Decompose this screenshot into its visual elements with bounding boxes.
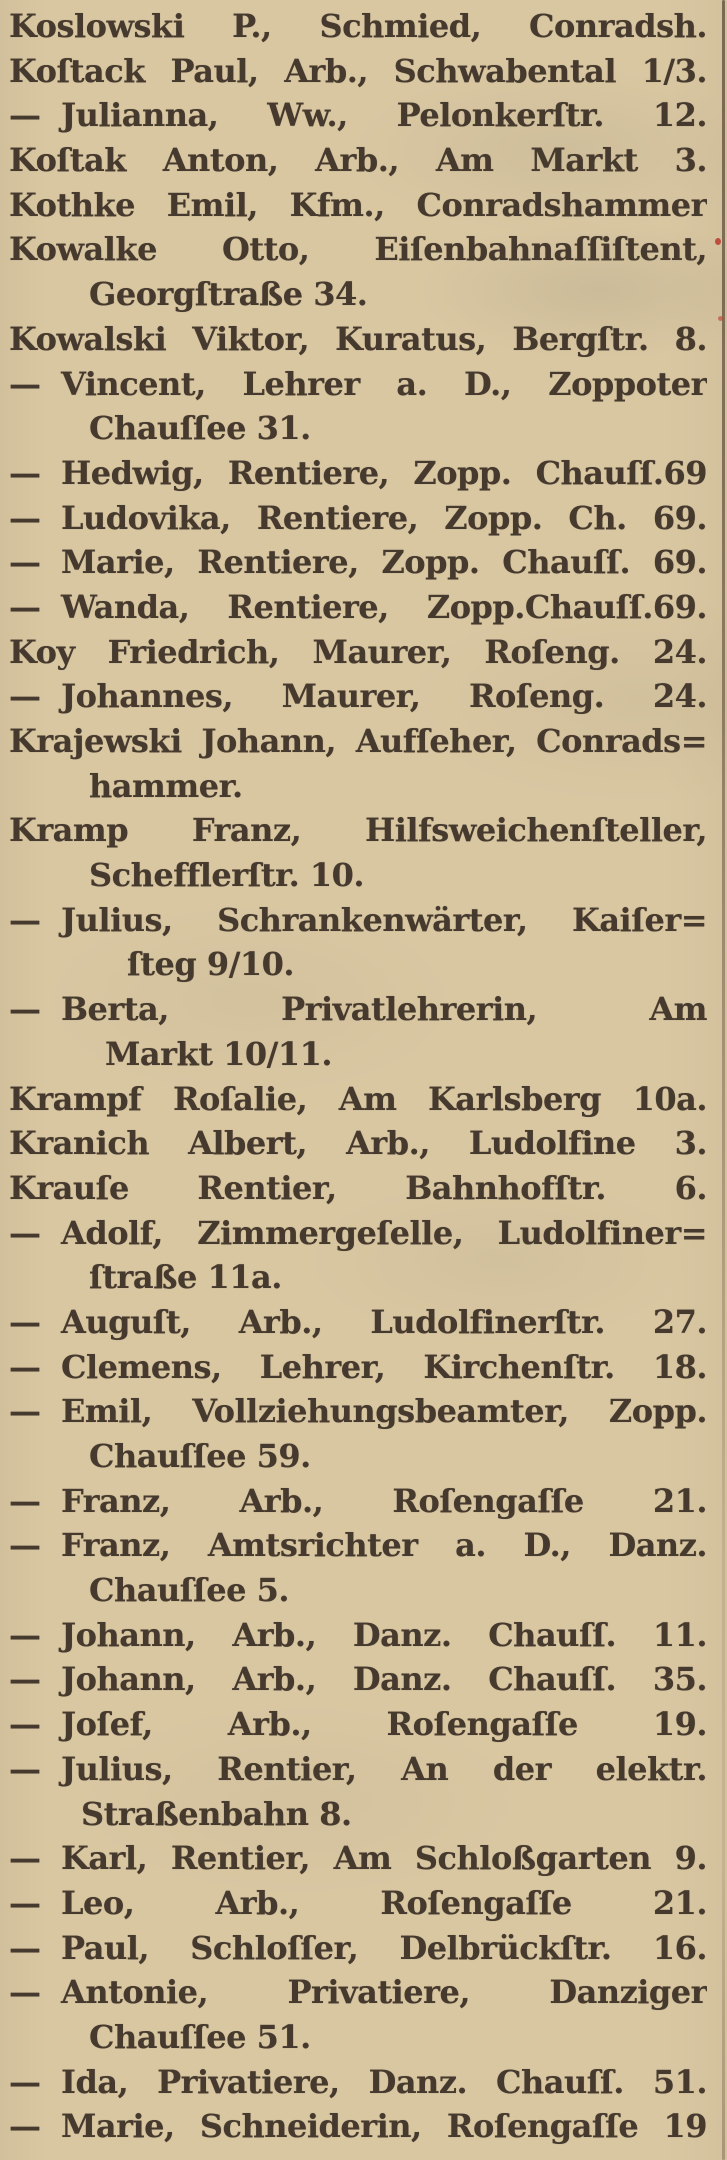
directory-line <box>9 1613 707 1658</box>
directory-line <box>9 1300 707 1345</box>
directory-line: Chauſſee 51. <box>89 2017 311 2056</box>
entry-text: Julius, Rentier, An der elektr. <box>61 1749 707 1788</box>
entry-text: Leo, Arb., Roſengaſſe 21. <box>61 1883 707 1922</box>
directory-line <box>9 93 707 138</box>
directory-line: Krampf Roſalie, Am Karlsberg 10a. <box>9 1079 707 1118</box>
directory-line <box>9 1836 707 1881</box>
red-ink-speck <box>718 316 723 321</box>
entry-text: Franz, Arb., Roſengaſſe 21. <box>61 1481 707 1520</box>
directory-line: ſteg 9/10. <box>127 945 295 984</box>
entry-text: Joſef, Arb., Roſengaſſe 19. <box>61 1705 707 1744</box>
directory-line <box>9 1657 707 1702</box>
directory-line: Koslowski P., Schmied, Conradsh. <box>9 7 707 45</box>
entry-text: Adolf, Zimmergeſelle, Ludolfiner= <box>61 1213 707 1252</box>
directory-line: Schefflerſtr. 10. <box>89 856 365 895</box>
ditto-dash: — <box>9 1749 41 1788</box>
entry-text: Clemens, Lehrer, Kirchenſtr. 18. <box>61 1347 707 1386</box>
entry-text: Antonie, Privatiere, Danziger <box>61 1973 707 2012</box>
ditto-dash: — <box>9 1526 41 1565</box>
entry-text: Emil, Vollziehungsbeamter, Zopp. <box>61 1392 707 1431</box>
entry-text: Ida, Privatiere, Danz. Chauſſ. 51. <box>61 2062 707 2101</box>
directory-line <box>9 1881 707 1926</box>
ditto-dash: — <box>9 96 41 135</box>
entry-text: Julianna, Ww., Pelonkerſtr. 12. <box>61 96 707 135</box>
directory-line: Koſtack Paul, Arb., Schwabental 1/3. <box>9 51 707 90</box>
ditto-dash: — <box>9 1973 41 2012</box>
directory-line <box>9 2104 707 2149</box>
directory-line: Kowalke Otto, Eiſenbahnaſſiſtent, <box>9 230 707 269</box>
directory-line: Koſtak Anton, Arb., Am Markt 3. <box>9 141 707 180</box>
entry-text: Auguſt, Arb., Ludolfinerſtr. 27. <box>61 1302 707 1341</box>
entry-text: Marie, Schneiderin, Roſengaſſe 19 <box>61 2107 707 2146</box>
ditto-dash: — <box>9 1839 41 1878</box>
entry-text: Franz, Amtsrichter a. D., Danz. <box>61 1526 707 1565</box>
directory-line <box>9 2060 707 2105</box>
ditto-dash: — <box>9 1883 41 1922</box>
directory-line <box>9 1702 707 1747</box>
entry-text: Vincent, Lehrer a. D., Zoppoter <box>61 364 707 403</box>
directory-line <box>9 987 707 1032</box>
red-ink-speck <box>715 238 721 245</box>
entry-text: Ludovika, Rentiere, Zopp. Ch. 69. <box>61 498 707 537</box>
ditto-dash: — <box>9 1615 41 1654</box>
entry-text: Johannes, Maurer, Roſeng. 24. <box>61 677 707 716</box>
directory-line: Georgſtraße 34. <box>89 275 368 314</box>
directory-line <box>9 496 707 541</box>
entry-text: Wanda, Rentiere, Zopp.Chauſſ.69. <box>61 587 707 626</box>
directory-line: Kranich Albert, Arb., Ludolfine 3. <box>9 1124 707 1163</box>
ditto-dash: — <box>9 587 41 626</box>
directory-line <box>9 540 707 585</box>
directory-line <box>9 362 707 407</box>
directory-line <box>9 1747 707 1792</box>
directory-line <box>9 898 707 943</box>
ditto-dash: — <box>9 1481 41 1520</box>
ditto-dash: — <box>9 677 41 716</box>
ditto-dash: — <box>9 1347 41 1386</box>
directory-line <box>9 451 707 496</box>
directory-line: Markt 10/11. <box>105 1034 332 1073</box>
ditto-dash: — <box>9 2107 41 2146</box>
directory-line <box>9 585 707 630</box>
directory <box>9 4 707 2149</box>
directory-line: Chauſſee 31. <box>89 409 311 448</box>
entry-text: Johann, Arb., Danz. Chauſſ. 11. <box>61 1615 707 1654</box>
ditto-dash: — <box>9 1302 41 1341</box>
directory-line: Chauſſee 59. <box>89 1437 311 1475</box>
directory-line: Kramp Franz, Hilfsweichenſteller, <box>9 811 707 850</box>
directory-line <box>9 1479 707 1524</box>
ditto-dash: — <box>9 453 41 492</box>
directory-line <box>9 1389 707 1434</box>
directory-line: ſtraße 11a. <box>89 1258 282 1297</box>
ditto-dash: — <box>9 1928 41 1967</box>
directory-line: Chauſſee 5. <box>89 1571 290 1610</box>
directory-line: Koy Friedrich, Maurer, Roſeng. 24. <box>9 632 707 671</box>
scan-edge-shadow <box>722 0 725 2160</box>
directory-line <box>9 1523 707 1568</box>
entry-text: Berta, Privatlehrerin, Am <box>61 990 707 1029</box>
directory-line <box>9 1970 707 2015</box>
ditto-dash: — <box>9 364 41 403</box>
entry-text: Paul, Schloſſer, Delbrückſtr. 16. <box>61 1928 707 1967</box>
directory-line: Kowalski Viktor, Kuratus, Bergſtr. 8. <box>9 319 707 358</box>
ditto-dash: — <box>9 1660 41 1699</box>
directory-line <box>9 1926 707 1971</box>
directory-line: Krajewski Johann, Aufſeher, Conrads= <box>9 722 707 760</box>
directory-line: hammer. <box>89 766 243 805</box>
entry-text: Hedwig, Rentiere, Zopp. Chauſſ.69 <box>61 453 707 492</box>
ditto-dash: — <box>9 990 41 1029</box>
directory-line: Straßenbahn 8. <box>81 1794 352 1833</box>
entry-text: Karl, Rentier, Am Schloßgarten 9. <box>61 1839 707 1878</box>
ditto-dash: — <box>9 900 41 939</box>
ditto-dash: — <box>9 543 41 582</box>
ditto-dash: — <box>9 2062 41 2101</box>
entry-text: Johann, Arb., Danz. Chauſſ. 35. <box>61 1660 707 1699</box>
ditto-dash: — <box>9 1705 41 1744</box>
directory-line: Krauſe Rentier, Bahnhofſtr. 6. <box>9 1168 707 1207</box>
ditto-dash: — <box>9 1213 41 1252</box>
directory-line <box>9 1211 707 1256</box>
entry-text: Julius, Schrankenwärter, Kaiſer= <box>61 900 707 939</box>
entry-text: Marie, Rentiere, Zopp. Chauſſ. 69. <box>61 543 707 582</box>
directory-line <box>9 674 707 719</box>
directory-line: Kothke Emil, Kfm., Conradshammer <box>9 185 707 224</box>
directory-line <box>9 1345 707 1390</box>
ditto-dash: — <box>9 1392 41 1431</box>
ditto-dash: — <box>9 498 41 537</box>
